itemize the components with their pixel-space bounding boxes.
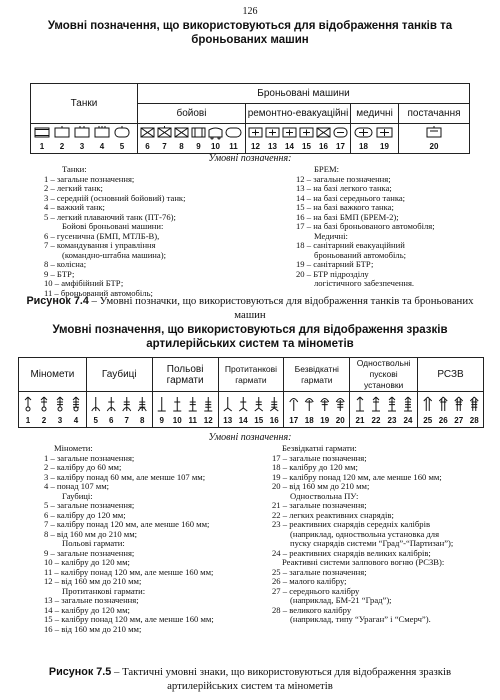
legend-item: 20 – від 160 мм до 210 мм; (272, 481, 370, 491)
legend-item: 8 – колісна; (44, 259, 87, 269)
mortars-symbols-cell (19, 392, 87, 428)
medical-num-18: 18 (358, 141, 368, 151)
symbol-num-28: 28 (469, 415, 479, 425)
legend-caption-artillery: Умовні позначення: (208, 432, 292, 443)
tank-num-1: 1 (39, 141, 45, 151)
symbol-num-8: 8 (140, 415, 145, 425)
legend-item: 1 – загальне позначення; (44, 452, 135, 463)
legend-item: Реактивні системи залпового вогню (РСЗВ): (282, 557, 445, 567)
tank-num-4: 4 (99, 141, 105, 151)
legend-item: 17 – загальне позначення; (272, 452, 367, 463)
symbol-num-1: 1 (26, 415, 31, 425)
combat-num-7: 7 (161, 141, 167, 151)
legend-item: 15 – калібру понад 120 мм, але менше 160 мм; (44, 614, 214, 624)
legend-item: 9 – загальне позначення; (44, 547, 135, 558)
header-repair: ремонтно-евакуаційні (246, 104, 351, 124)
howitzers-symbols-icon (88, 394, 150, 426)
header-combat: бойові (138, 104, 246, 124)
legend-item: 4 – важкий танк; (44, 202, 105, 212)
combat-num-8: 8 (178, 141, 184, 151)
legend-item: 26 – малого калібру; (272, 576, 347, 586)
recoilless-guns-symbols-cell (284, 392, 350, 428)
single-launchers-symbols-cell (350, 392, 418, 428)
repair-num-13: 13 (268, 141, 277, 151)
legend-item: БРЕМ: (314, 164, 339, 174)
symbol-num-14: 14 (238, 415, 248, 425)
legend-item: 22 – легких реактивних снарядів; (272, 509, 394, 520)
legend-item: 4 – понад 107 мм; (44, 481, 110, 491)
legend-item: Міномети: (54, 443, 93, 453)
section-title-tanks: Умовні позначення, що використовуються для відображення танків та броньованих машин (47, 20, 453, 46)
legend-item: 27 – середнього калібру (272, 585, 360, 596)
legend-left-artillery (44, 444, 214, 634)
legend-item: 7 – командування і управління (44, 240, 156, 250)
symbol-num-9: 9 (159, 415, 165, 425)
symbol-num-5: 5 (93, 415, 99, 425)
symbol-num-20: 20 (335, 415, 345, 425)
legend-item: 28 – великого калібру (272, 604, 352, 615)
symbol-num-7: 7 (124, 415, 130, 425)
symbol-num-27: 27 (453, 415, 463, 425)
legend-item: броньований автомобіль; (314, 249, 407, 260)
legend-item: 23 – реактивних снарядів середніх калібрів (272, 519, 431, 529)
legend-item: пуску снарядів системи “Град”-“Партизан”); (290, 538, 454, 548)
supply-symbols-cell (399, 124, 470, 154)
legend-item: Протитанкові гармати: (62, 585, 146, 596)
recoilless-guns-symbols-icon (286, 394, 348, 426)
legend-item: 19 – санітарний БТР; (296, 259, 374, 269)
legend-item: (командно-штабна машина); (62, 249, 166, 260)
single-launchers-symbols-icon (352, 394, 416, 426)
tank-num-3: 3 (79, 141, 85, 151)
legend-item: 3 – середній (основний бойовий) танк; (44, 192, 186, 203)
legend-item: 19 – калібру понад 120 мм, але менше 160 мм; (272, 471, 442, 482)
combat-num-11: 11 (228, 141, 238, 151)
legend-item: 25 – загальне позначення; (272, 566, 367, 577)
antitank-guns-symbols-icon (220, 394, 282, 426)
legend-item: 11 – калібру понад 120 мм, але менше 160 мм; (44, 566, 214, 577)
mlrs-symbols-icon (420, 394, 482, 426)
symbol-num-26: 26 (438, 415, 448, 425)
tank-num-5: 5 (119, 141, 125, 151)
symbol-num-25: 25 (422, 415, 432, 425)
medical-num-19: 19 (379, 141, 389, 151)
header-howitzers: Гаубиці (86, 358, 152, 392)
legend-item: 15 – на базі важкого танка; (296, 202, 394, 212)
symbol-num-23: 23 (387, 415, 397, 425)
header-antitank-guns: Протитанкові гармати (218, 358, 284, 392)
symbol-num-21: 21 (355, 415, 365, 425)
legend-item: 18 – калібру до 120 мм; (272, 462, 358, 472)
header-mortars: Міномети (19, 358, 87, 392)
medical-vehicle-symbols-icon (353, 126, 397, 152)
combat-symbols-cell (138, 124, 246, 154)
tanks-symbols-table (30, 83, 470, 154)
tank-num-2: 2 (59, 141, 65, 151)
howitzers-symbols-cell (86, 392, 152, 428)
combat-num-10: 10 (210, 141, 220, 151)
legend-item: 12 – загальне позначення; (296, 173, 391, 184)
field-guns-symbols-cell (152, 392, 218, 428)
symbol-num-10: 10 (172, 415, 182, 425)
legend-item: 14 – на базі середнього танка; (296, 192, 406, 203)
legend-item: 7 – калібру понад 120 мм, але менше 160 мм; (44, 519, 210, 529)
legend-item: 1 – загальне позначення; (44, 173, 135, 184)
repair-num-16: 16 (319, 141, 328, 151)
figure-label: Рисунок 7.5 (48, 666, 112, 678)
legend-item: 6 – гусенична (БМП, МТЛБ-В), (44, 230, 160, 241)
symbol-num-18: 18 (304, 415, 314, 425)
field-guns-symbols-icon (154, 394, 216, 426)
repair-num-15: 15 (302, 141, 311, 151)
legend-item: Бойові броньовані машини: (62, 221, 164, 231)
legend-right-tanks (296, 165, 435, 289)
header-mlrs: РСЗВ (418, 358, 484, 392)
header-armored: Броньовані машини (138, 84, 470, 104)
legend-item: (наприклад, типу “Ураган” і “Смерч”). (290, 614, 431, 624)
figure-caption-text: – Умовні позначки, що використовуються для відображення танків та броньованих машин (88, 295, 474, 321)
legend-item: Гаубиці: (62, 490, 93, 501)
header-single-launchers: Одноствольні пускові установки (350, 358, 418, 392)
legend-item: (наприклад, одноствольна установка для (290, 528, 440, 539)
repair-num-12: 12 (251, 141, 260, 151)
legend-item: Танки: (62, 164, 87, 174)
legend-item: 2 – легкий танк; (44, 183, 103, 193)
page-number: 126 (242, 6, 258, 17)
legend-item: 20 – БТР підрозділу (296, 268, 369, 279)
symbol-num-22: 22 (371, 415, 381, 425)
symbol-num-3: 3 (58, 415, 63, 425)
legend-caption-tanks: Умовні позначення: (208, 153, 292, 164)
symbol-num-15: 15 (254, 415, 264, 425)
repair-num-17: 17 (336, 141, 345, 151)
symbol-num-24: 24 (403, 415, 413, 425)
combat-vehicle-symbols-icon (139, 126, 245, 152)
combat-num-6: 6 (144, 141, 150, 151)
combat-num-9: 9 (195, 141, 201, 151)
legend-item: 6 – калібру до 120 мм; (44, 509, 126, 520)
legend-item: 24 – реактивних снарядів великих калібрів; (272, 547, 431, 558)
legend-item: 14 – калібру до 120 мм; (44, 604, 130, 615)
supply-num-20: 20 (429, 141, 439, 151)
legend-item: 5 – загальне позначення; (44, 500, 135, 510)
symbol-num-6: 6 (109, 415, 114, 425)
repair-vehicle-symbols-icon (247, 126, 349, 152)
legend-item: 11 – броньований автомобіль; (44, 287, 153, 298)
figure-caption-7-4 (20, 294, 480, 322)
legend-item: Безвідкатні гармати: (282, 443, 357, 453)
tank-symbols-icon (32, 126, 136, 152)
symbol-num-11: 11 (188, 415, 198, 425)
legend-item: 21 – загальне позначення; (272, 500, 367, 510)
legend-item: 18 – санітарний евакуаційний (296, 240, 405, 250)
legend-item: 10 – амфібійний БТР; (44, 278, 124, 288)
mlrs-symbols-cell (418, 392, 484, 428)
symbol-num-12: 12 (203, 415, 213, 425)
legend-item: Медичні: (314, 230, 348, 241)
legend-item: 13 – загальне позначення; (44, 595, 139, 605)
header-tanks: Танки (31, 84, 138, 124)
legend-item: Польові гармати: (62, 538, 125, 548)
medical-symbols-cell (351, 124, 399, 154)
tank-symbols-cell (31, 124, 138, 154)
repair-symbols-cell (246, 124, 351, 154)
header-medical: медичні (351, 104, 399, 124)
legend-item: 8 – від 160 мм до 210 мм; (44, 528, 138, 539)
legend-right-artillery (272, 444, 453, 625)
legend-item: 5 – легкий плаваючий танк (ПТ-76); (44, 211, 176, 222)
symbol-num-13: 13 (223, 415, 233, 425)
legend-item: логістичного забезпечення. (314, 278, 415, 288)
section-title-artillery: Умовні позначення, що використовуються для відображення зразків артилерійських систем та мінометів (52, 324, 448, 350)
header-supply: постачання (399, 104, 470, 124)
legend-item: 10 – калібру до 120 мм; (44, 557, 130, 567)
repair-num-14: 14 (285, 141, 294, 151)
header-recoilless-guns: Безвідкатні гармати (284, 358, 350, 392)
legend-item: 9 – БТР; (44, 268, 75, 279)
antitank-guns-symbols-cell (218, 392, 284, 428)
legend-item: 12 – від 160 мм до 210 мм; (44, 576, 142, 586)
symbol-num-4: 4 (74, 415, 79, 425)
legend-item: 16 – на базі БМП (БРЕМ-2); (296, 211, 399, 222)
supply-vehicle-symbols-icon (419, 126, 449, 152)
artillery-symbols-table (18, 357, 484, 428)
legend-item: Одноствольна ПУ: (290, 490, 359, 501)
figure-label: Рисунок 7.4 (26, 295, 89, 307)
legend-item: (наприклад, БМ-21 “Град”); (290, 595, 392, 605)
symbol-num-19: 19 (320, 415, 329, 425)
legend-item: 2 – калібру до 60 мм; (44, 462, 122, 472)
header-field-guns: Польові гармати (152, 358, 218, 392)
legend-item: 17 – на базі броньованого автомобіля; (296, 221, 435, 231)
figure-caption-text: – Тактичні умовні знаки, що використовуються для відображення зразків артилерійських систем та мінометів (111, 666, 452, 692)
legend-item: 16 – від 160 мм до 210 мм; (44, 623, 142, 634)
legend-item: 3 – калібру понад 60 мм, але менше 107 мм; (44, 471, 206, 482)
symbol-num-16: 16 (269, 415, 279, 425)
symbol-num-17: 17 (289, 415, 298, 425)
figure-caption-7-5 (20, 665, 480, 693)
legend-item: 13 – на базі легкого танка; (296, 183, 392, 193)
mortars-symbols-icon (20, 394, 84, 426)
symbol-num-2: 2 (42, 415, 47, 425)
legend-left-tanks (44, 165, 185, 298)
